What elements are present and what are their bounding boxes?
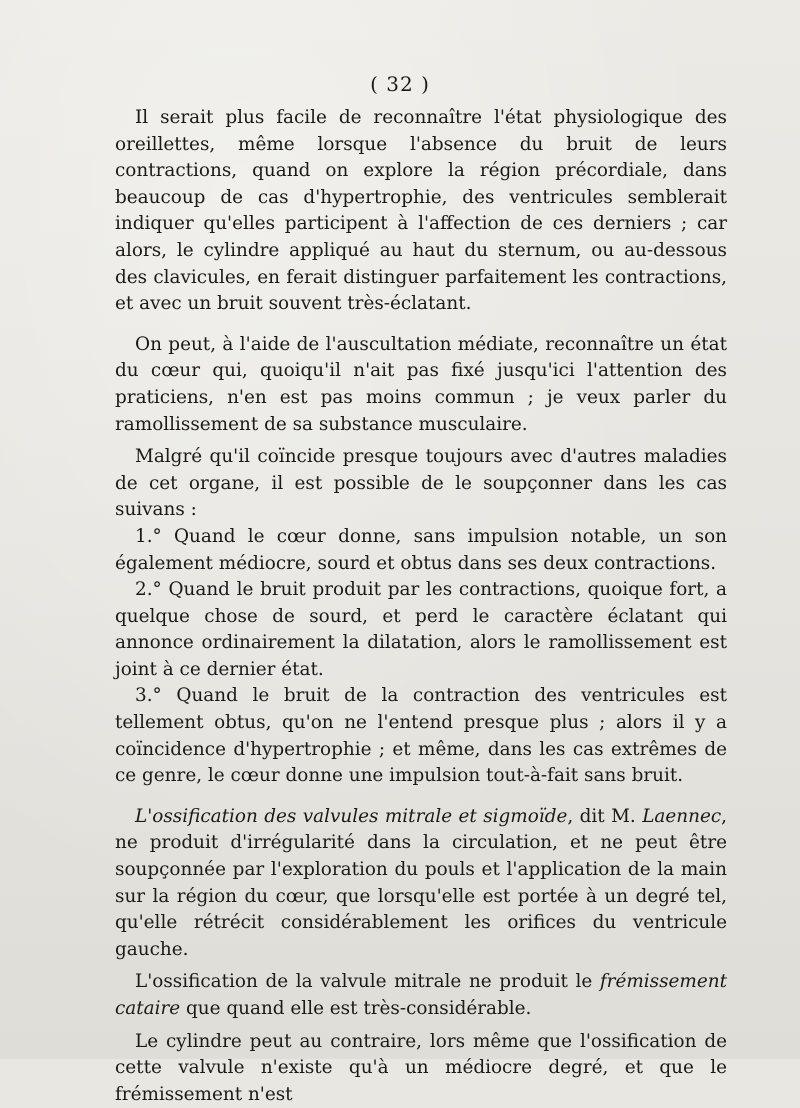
paragraph-6: Le cylindre peut au contraire, lors même que l'ossification de cette valvule n'existe qu'à un médiocre degré, et que le frémissement n'est — [115, 1030, 727, 1105]
paragraph-5 — [115, 969, 727, 1022]
body-text — [115, 105, 727, 1108]
paragraph-4-text: , ne produit d'irrégularité dans la circulation, et ne peut être soupçonnée par l'exploration du pouls et l'application de la main sur la région du cœur, que lorsqu'elle est portée à un degré tel, qu'elle rétrécit considérablement les orifices du ventricule gauche. — [115, 805, 727, 960]
list-item-3: 3.° Quand le bruit de la contraction des ventricules est tellement obtus, qu'on ne l'entend presque plus ; alors il y a coïncidence d'hypertrophie ; et même, dans les cas extrêmes de ce genre, le cœur donne une impulsion tout-à-fait sans bruit. — [115, 685, 727, 787]
paragraph-3: Malgré qu'il coïncide presque toujours avec d'autres maladies de cet organe, il est possible de le soupçonner dans les cas suivans : — [115, 446, 727, 521]
paragraph-5-before: L'ossification de la valvule mitrale ne produit le — [135, 971, 600, 993]
paragraph-5-text: que quand elle est très-considérable. — [180, 998, 532, 1019]
author-name: Laennec — [642, 805, 722, 827]
paragraph-4 — [115, 804, 727, 964]
text-after-lead: , dit M. — [567, 805, 643, 827]
list-item-1: 1.° Quand le cœur donne, sans impulsion notable, un son également médiocre, sourd et obtus dans ses deux contractions. — [115, 525, 727, 574]
italic-term: frémissement cataire — [115, 971, 727, 1019]
italic-lead: L'ossification des valvules mitrale et sigmoïde — [135, 805, 568, 827]
list-item-2: 2.° Quand le bruit produit par les contractions, quoique fort, a quelque chose de sourd, et perd le caractère éclatant qui annonce ordinairement la dilatation, alors le ramollissement est joint à ce dernier état. — [115, 579, 727, 680]
paragraph-2: On peut, à l'aide de l'auscultation médiate, reconnaître un état du cœur qui, quoiqu'il n'ait pas fixé jusqu'ici l'attention des praticiens, n'en est pas moins commun ; je veux parler du ramollissement de sa substance musculaire. — [115, 333, 727, 435]
paragraph-1: Il serait plus facile de reconnaître l'état physiologique des oreillettes, même lorsque l'absence du bruit de leurs contractions, quand on explore la région précordiale, dans beaucoup de cas d'hypertrophie, des ventricules semblerait indiquer qu'elles participent à l'affection de ces derniers ; car alors, le cylindre appliqué au haut du sternum, ou au-dessous des clavicules, en ferait distinguer parfaitement les contractions, et avec un bruit souvent très-éclatant. — [115, 107, 727, 315]
page-number: ( 32 ) — [370, 72, 430, 96]
